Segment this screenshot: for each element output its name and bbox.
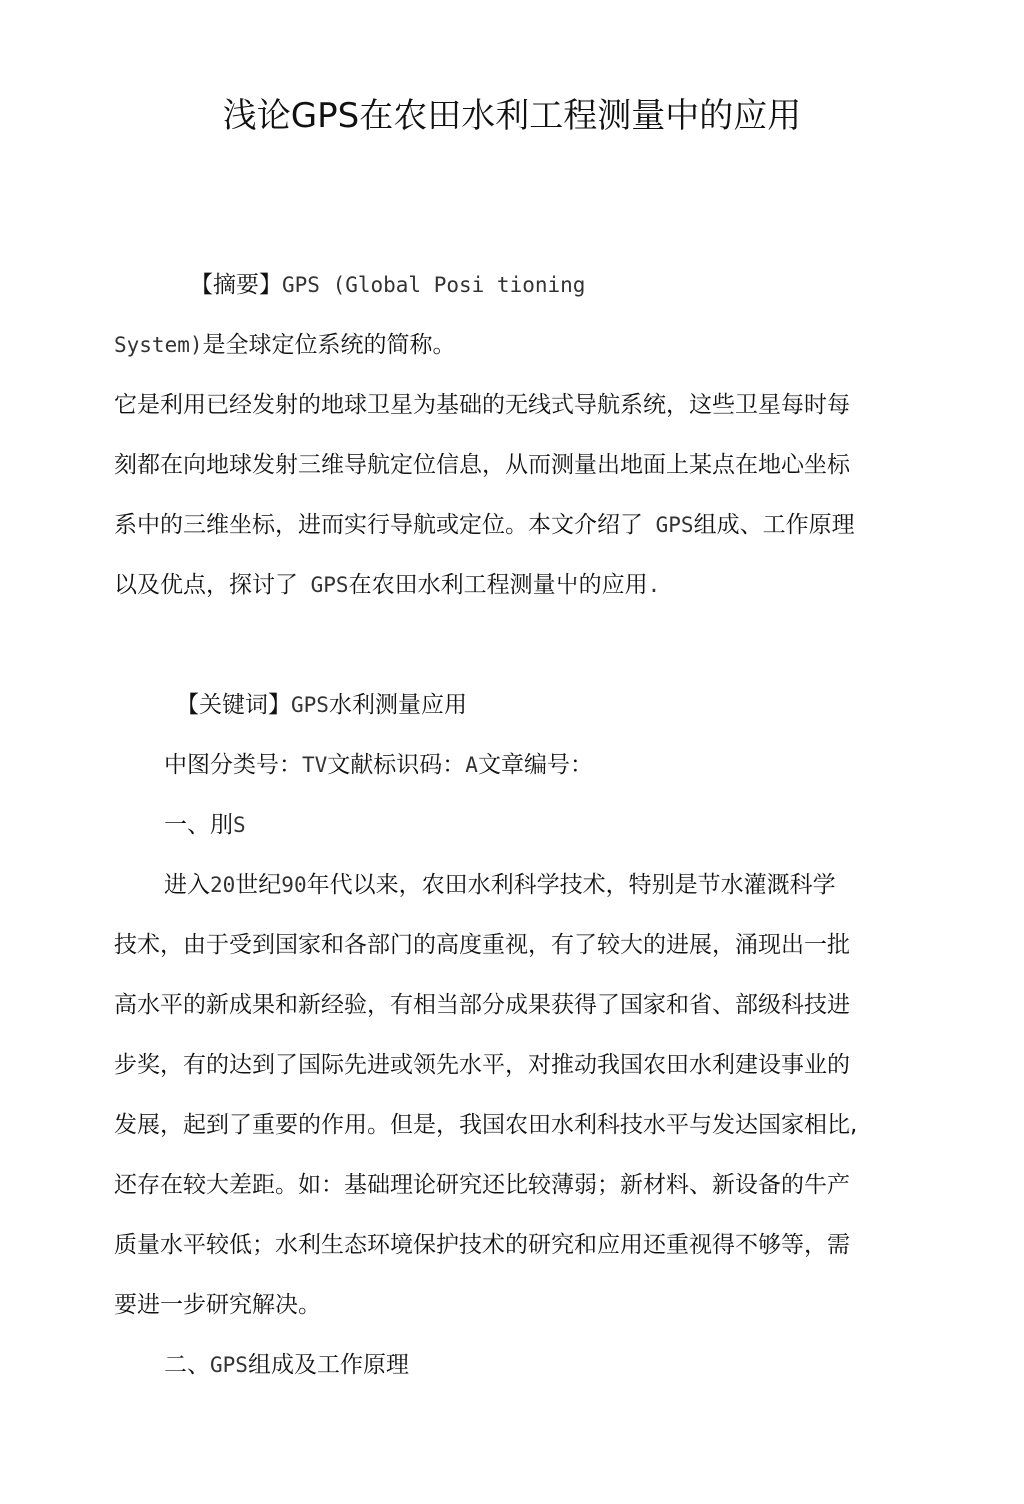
classification-mono-1: TV bbox=[302, 753, 328, 777]
keywords-line bbox=[176, 688, 467, 722]
abstract-mono-6: GPS bbox=[298, 573, 349, 597]
section-1-heading-text: 一、刖 bbox=[164, 812, 233, 838]
classification-a: 中图分类号： bbox=[164, 752, 302, 778]
keywords-label: 【关键词】 bbox=[176, 692, 291, 718]
paragraph-1-line-5: 发展，起到了重要的作用。但是，我国农田水利科技水平与发达国家相比, bbox=[114, 1112, 858, 1138]
p1-l1-mono-2: 90 bbox=[281, 873, 307, 897]
abstract-line-6 bbox=[114, 568, 660, 602]
abstract-text-6a: 以及优点，探讨了 bbox=[114, 572, 298, 598]
p1-l1-b: 世纪 bbox=[235, 872, 282, 898]
abstract-text-5a: 系中的三维坐标，进而实行导航或定位。本文介绍了 bbox=[114, 512, 643, 538]
paragraph-1-line-3: 高水平的新成果和新经验，有相当部分成果获得了国家和省、部级科技进 bbox=[114, 992, 850, 1018]
paragraph-1-line-4: 步奖，有的达到了国际先进或领先水平，对推动我国农田水利建设事业的 bbox=[114, 1052, 850, 1078]
paragraph-1-line-8: 要进一步研究解决。 bbox=[114, 1292, 321, 1318]
section-1-heading bbox=[164, 808, 246, 842]
abstract-mono-1: GPS (Global Posi tioning bbox=[282, 273, 586, 297]
classification-line bbox=[164, 748, 593, 782]
section-2-heading-mono: GPS bbox=[210, 1353, 248, 1377]
section-1-heading-mono: S bbox=[233, 813, 246, 837]
p1-l1-c: 年代以来，农田水利科学技术，特别是节水灌溉科学 bbox=[306, 872, 836, 898]
paragraph-1-line-2: 技术，由于受到国家和各部门的高度重视，有了较大的进展，涌现出一批 bbox=[114, 932, 850, 958]
document-title: 浅论GPS在农田水利工程测量中的应用 bbox=[222, 96, 802, 136]
abstract-line-4: 刻都在向地球发射三维导航定位信息，从而测量出地面上某点在地心坐标 bbox=[114, 452, 850, 478]
abstract-line-1 bbox=[190, 268, 585, 302]
abstract-label: 【摘要】 bbox=[190, 272, 282, 298]
classification-c: 文章编号： bbox=[477, 752, 593, 778]
section-2-heading-a: 二、 bbox=[164, 1352, 210, 1378]
p1-l1-a: 进入 bbox=[164, 872, 210, 898]
section-2-heading-b: 组成及工作原理 bbox=[247, 1352, 409, 1378]
abstract-line-2 bbox=[114, 328, 456, 362]
classification-mono-2: A bbox=[465, 753, 478, 777]
keywords-mono: GPS bbox=[291, 693, 329, 717]
abstract-text-5b: 组成、工作原理 bbox=[693, 512, 855, 538]
abstract-mono-2: System) bbox=[114, 333, 203, 357]
abstract-text-2: 是全球定位系统的简称。 bbox=[202, 332, 456, 358]
abstract-end-6: . bbox=[647, 573, 661, 597]
paragraph-1-line-7: 质量水平较低；水利生态环境保护技术的研究和应用还重视得不够等，需 bbox=[114, 1232, 850, 1258]
abstract-line-5 bbox=[114, 508, 855, 542]
keywords-text: 水利测量应用 bbox=[328, 692, 467, 718]
classification-b: 文献标识码： bbox=[327, 752, 466, 778]
section-2-heading bbox=[164, 1348, 409, 1382]
abstract-mono-5: GPS bbox=[643, 513, 694, 537]
p1-l1-mono-1: 20 bbox=[210, 873, 236, 897]
abstract-line-3: 它是利用已经发射的地球卫星为基础的无线式导航系统，这些卫星每时每 bbox=[114, 392, 850, 418]
paragraph-1-line-6: 还存在较大差距。如：基础理论研究还比较薄弱；新材料、新设备的牛产 bbox=[114, 1172, 850, 1198]
paragraph-1-line-1 bbox=[164, 868, 836, 902]
abstract-text-6b: 在农田水利工程测量屮的应用 bbox=[348, 572, 648, 598]
